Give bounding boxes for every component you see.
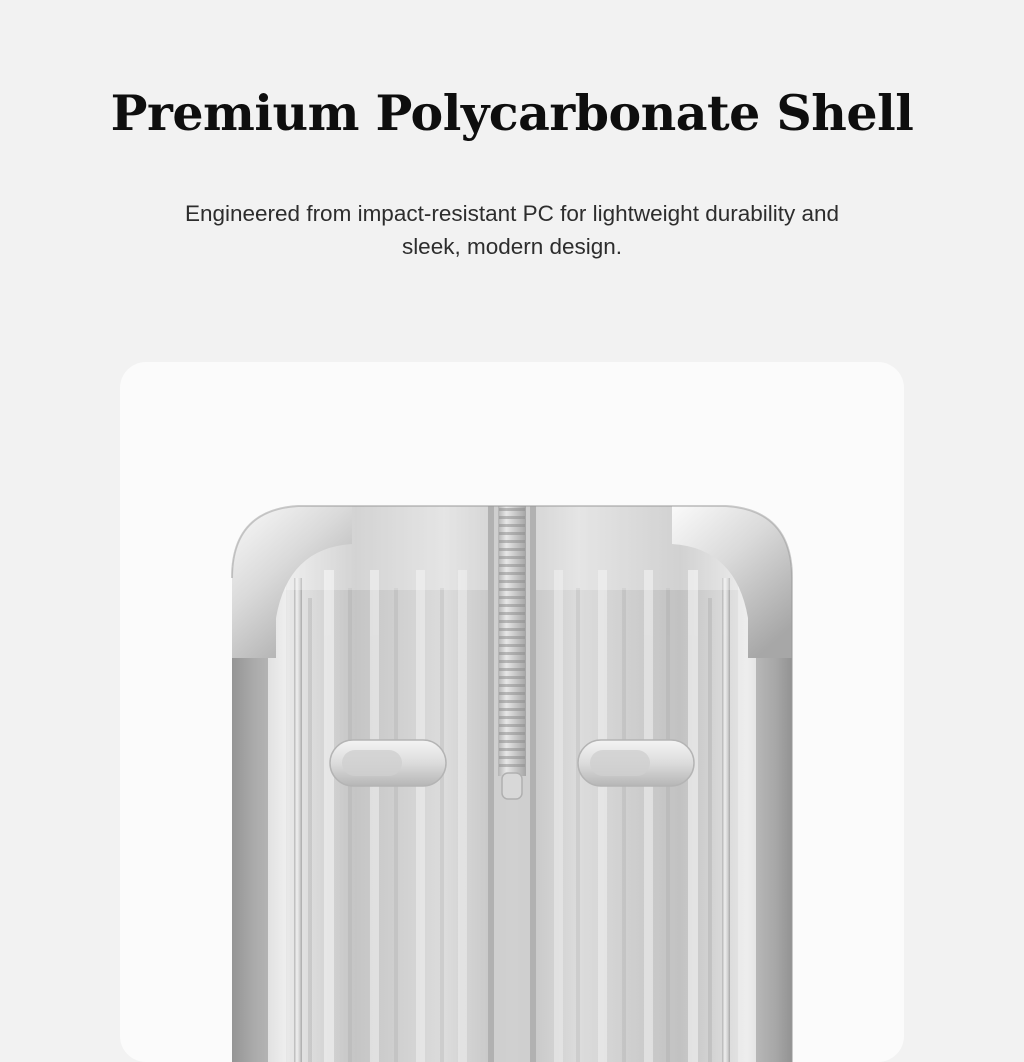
page-subtitle: Engineered from impact-resistant PC for lightweight durability and sleek, modern design. [184,201,840,259]
latch-right [578,740,694,786]
suitcase-image [120,362,904,1062]
suitcase-illustration [202,448,822,1062]
latch-left [330,740,446,786]
product-image-card [120,362,904,1062]
page-title: Premium Polycarbonate Shell [110,84,914,142]
